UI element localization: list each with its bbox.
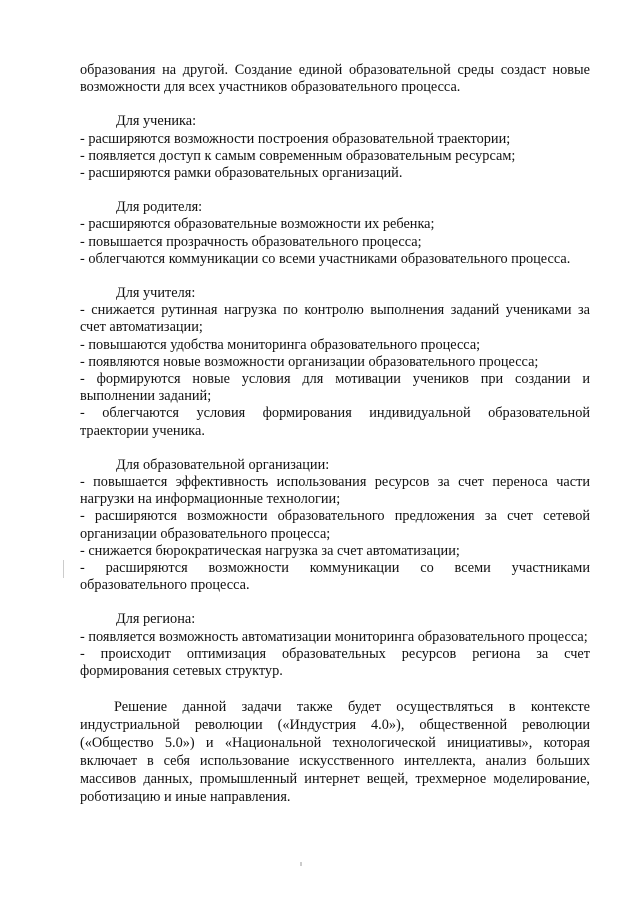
list-item: - формируются новые условия для мотивации учеников при создании и выполнении заданий; <box>80 371 590 405</box>
section-heading: Для региона: <box>116 611 196 628</box>
section-heading: Для ученика: <box>116 113 197 130</box>
list-item: - повышаются удобства мониторинга образовательного процесса; <box>80 336 481 353</box>
list-item: - снижается бюрократическая нагрузка за счет автоматизации; <box>80 542 460 559</box>
intro-paragraph: образования на другой. Создание единой образовательной среды создаст новые возможности для всех участников образовательного процесса. <box>80 62 590 96</box>
list-item: - расширяются возможности коммуникации со всеми участниками образовательного процесса. <box>80 560 590 594</box>
section-heading: Для учителя: <box>116 285 196 302</box>
bullet-list <box>80 131 590 183</box>
list-item: - облегчаются коммуникации со всеми участниками образовательного процесса. <box>80 250 571 267</box>
list-item: - снижается рутинная нагрузка по контролю выполнения заданий учениками за счет автоматизации; <box>80 302 590 336</box>
section-heading: Для образовательной организации: <box>116 456 330 473</box>
document-body <box>80 62 590 806</box>
bullet-list <box>80 474 590 594</box>
section-student <box>80 113 590 182</box>
section-teacher <box>80 285 590 440</box>
list-item: - появляется возможность автоматизации мониторинга образовательного процесса; <box>80 628 588 645</box>
conclusion-paragraph: Решение данной задачи также будет осуществляться в контексте индустриальной революции («Индустрия 4.0»), общественной революции («Общество 5.0») и «Национальной технологической инициативы», которая включает в себя использование искусственного интеллекта, анализ больших массивов данных, промышленный интернет вещей, трехмерное моделирование, роботизацию и иные направления. <box>80 699 590 806</box>
section-region <box>80 611 590 680</box>
section-heading: Для родителя: <box>116 199 203 216</box>
list-item: - появляется доступ к самым современным образовательным ресурсам; <box>80 147 516 164</box>
list-item: - расширяются образовательные возможности их ребенка; <box>80 216 435 233</box>
list-item: - облегчаются условия формирования индивидуальной образовательной траектории ученика. <box>80 405 590 439</box>
section-organization <box>80 457 590 595</box>
list-item: - повышается эффективность использования ресурсов за счет переноса части нагрузки на информационные технологии; <box>80 474 590 508</box>
scan-artifact-line <box>63 560 64 578</box>
bullet-list <box>80 302 590 440</box>
list-item: - расширяются возможности образовательного предложения за счет сетевой организации образовательного процесса; <box>80 508 590 542</box>
list-item: - расширяются возможности построения образовательной траектории; <box>80 130 511 147</box>
list-item: - повышается прозрачность образовательного процесса; <box>80 233 422 250</box>
list-item: - расширяются рамки образовательных организаций. <box>80 165 403 182</box>
bullet-list <box>80 216 590 268</box>
list-item: - происходит оптимизация образовательных ресурсов региона за счет формирования сетевых структур. <box>80 645 590 680</box>
bullet-list <box>80 629 590 681</box>
scan-artifact-line <box>300 862 302 866</box>
list-item: - появляются новые возможности организации образовательного процесса; <box>80 353 539 370</box>
section-parent <box>80 199 590 268</box>
